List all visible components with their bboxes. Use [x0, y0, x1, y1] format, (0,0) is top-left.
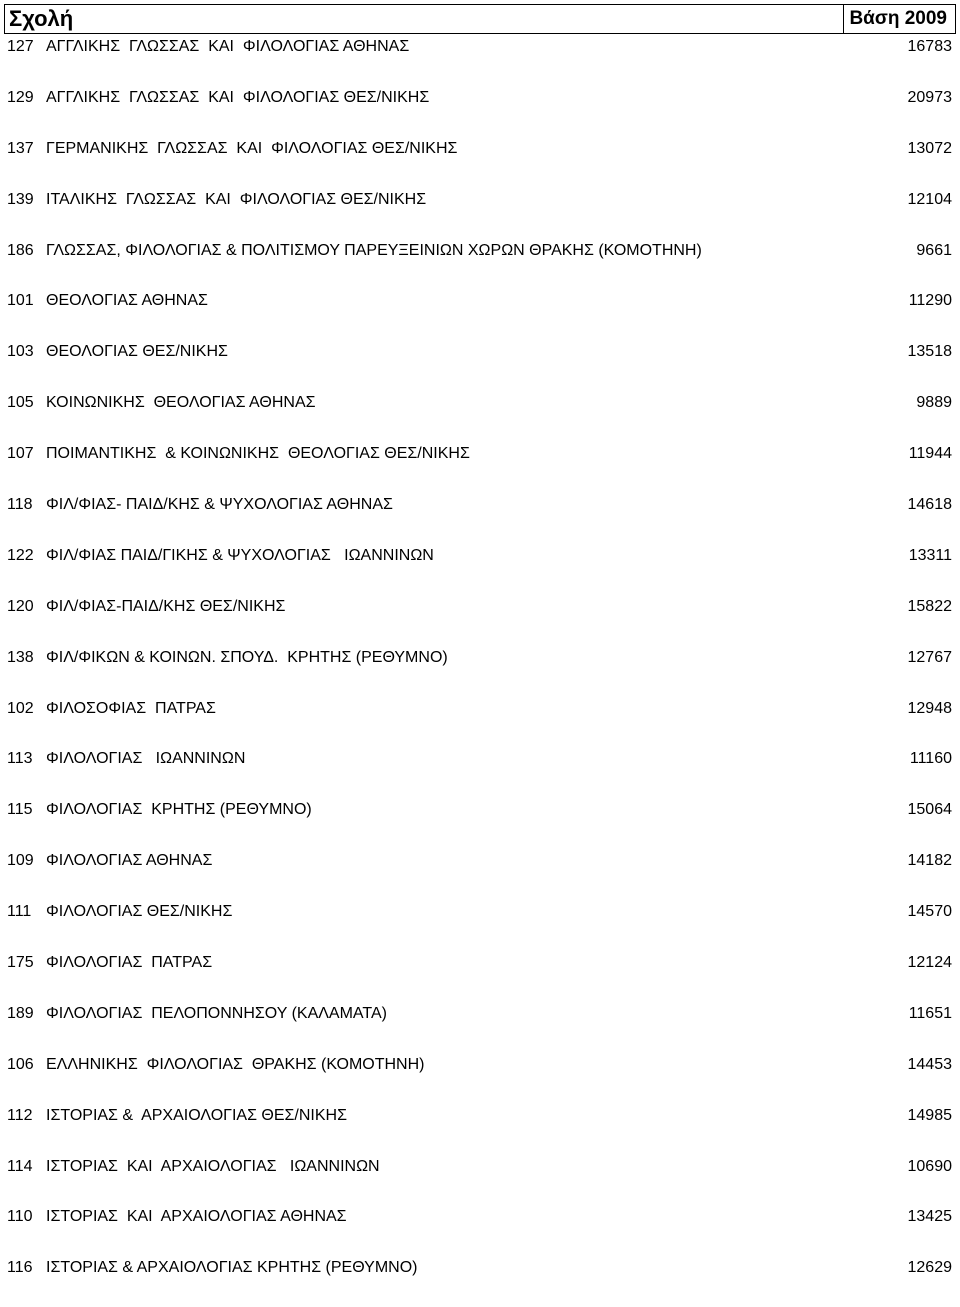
table-row — [0, 1256, 960, 1307]
school-code: 107 — [7, 445, 34, 463]
table-row — [0, 340, 960, 391]
school-code: 120 — [7, 597, 34, 615]
school-name: ΑΓΓΛΙΚΗΣ ΓΛΩΣΣΑΣ ΚΑΙ ΦΙΛΟΛΟΓΙΑΣ ΘΕΣ/ΝΙΚΗΣ — [46, 88, 430, 106]
table-row — [0, 1155, 960, 1206]
school-code: 103 — [7, 343, 34, 361]
table-row — [0, 900, 960, 951]
base-score: 15064 — [907, 801, 952, 819]
base-column-header: Βάση 2009 — [849, 8, 947, 29]
school-code: 102 — [7, 699, 34, 717]
school-code: 111 — [7, 903, 32, 921]
table-row — [0, 849, 960, 900]
school-name: ΙΣΤΟΡΙΑΣ & ΑΡΧΑΙΟΛΟΓΙΑΣ ΚΡΗΤΗΣ (ΡΕΘΥΜΝΟ) — [46, 1259, 418, 1277]
base-score: 12124 — [907, 954, 952, 972]
base-score: 13425 — [907, 1208, 952, 1226]
table-row — [0, 1104, 960, 1155]
school-code: 106 — [7, 1055, 34, 1073]
table-row — [0, 697, 960, 748]
base-score: 12629 — [907, 1259, 952, 1277]
base-score: 13072 — [907, 139, 952, 157]
school-name: ΦΙΛ/ΦΙΑΣ- ΠΑΙΔ/ΚΗΣ & ΨΥΧΟΛΟΓΙΑΣ ΑΘΗΝΑΣ — [46, 496, 393, 514]
base-score: 12104 — [907, 190, 952, 208]
school-code: 127 — [7, 38, 34, 55]
school-name: ΦΙΛΟΛΟΓΙΑΣ ΙΩΑΝΝΙΝΩΝ — [46, 750, 246, 768]
table-row — [0, 35, 960, 86]
table-row — [0, 544, 960, 595]
table-row — [0, 239, 960, 290]
school-name: ΑΓΓΛΙΚΗΣ ΓΛΩΣΣΑΣ ΚΑΙ ΦΙΛΟΛΟΓΙΑΣ ΑΘΗΝΑΣ — [46, 38, 410, 55]
school-code: 118 — [7, 496, 33, 514]
base-score: 11651 — [908, 1004, 952, 1022]
base-score: 12767 — [907, 648, 952, 666]
school-name: ΦΙΛΟΛΟΓΙΑΣ ΠΑΤΡΑΣ — [46, 954, 213, 972]
school-name: ΙΣΤΟΡΙΑΣ & ΑΡΧΑΙΟΛΟΓΙΑΣ ΘΕΣ/ΝΙΚΗΣ — [46, 1106, 347, 1124]
base-score: 9661 — [916, 241, 952, 259]
school-code: 114 — [7, 1157, 33, 1175]
base-score: 10690 — [907, 1157, 952, 1175]
base-score: 11290 — [908, 292, 952, 310]
school-name: ΙΣΤΟΡΙΑΣ ΚΑΙ ΑΡΧΑΙΟΛΟΓΙΑΣ ΙΩΑΝΝΙΝΩΝ — [46, 1157, 380, 1175]
school-name: ΦΙΛΟΛΟΓΙΑΣ ΚΡΗΤΗΣ (ΡΕΘΥΜΝΟ) — [46, 801, 312, 819]
base-score: 14570 — [907, 903, 952, 921]
table-row — [0, 595, 960, 646]
base-score: 13518 — [907, 343, 952, 361]
base-score: 15822 — [907, 597, 952, 615]
base-score: 20973 — [907, 88, 952, 106]
table-row — [0, 1002, 960, 1053]
base-score: 11944 — [908, 445, 952, 463]
school-code: 189 — [7, 1004, 34, 1022]
table-row — [0, 86, 960, 137]
school-code: 186 — [7, 241, 34, 259]
base-score: 16783 — [907, 38, 952, 55]
table-row — [0, 747, 960, 798]
school-name: ΘΕΟΛΟΓΙΑΣ ΑΘΗΝΑΣ — [46, 292, 208, 310]
base-score: 12948 — [907, 699, 952, 717]
table-row — [0, 493, 960, 544]
base-score: 11160 — [909, 750, 952, 768]
school-code: 175 — [7, 954, 34, 972]
school-name: ΦΙΛΟΛΟΓΙΑΣ ΑΘΗΝΑΣ — [46, 852, 213, 870]
base-score: 9889 — [916, 394, 952, 412]
school-name: ΦΙΛ/ΦΙΑΣ ΠΑΙΔ/ΓΙΚΗΣ & ΨΥΧΟΛΟΓΙΑΣ ΙΩΑΝΝΙΝΩΝ — [46, 546, 434, 564]
school-code: 112 — [7, 1106, 33, 1124]
table-row — [0, 137, 960, 188]
school-code: 105 — [7, 394, 34, 412]
school-code: 115 — [7, 801, 33, 819]
table-row — [0, 1205, 960, 1256]
table-row — [0, 188, 960, 239]
base-score: 14985 — [907, 1106, 952, 1124]
table-header — [4, 4, 956, 34]
school-code: 101 — [7, 292, 34, 310]
base-score: 14453 — [907, 1055, 952, 1073]
school-code: 137 — [7, 139, 34, 157]
school-code: 129 — [7, 88, 34, 106]
school-name: ΙΤΑΛΙΚΗΣ ΓΛΩΣΣΑΣ ΚΑΙ ΦΙΛΟΛΟΓΙΑΣ ΘΕΣ/ΝΙΚΗΣ — [46, 190, 427, 208]
school-column-header: Σχολή — [9, 6, 74, 31]
school-code: 116 — [7, 1259, 33, 1277]
school-name: ΙΣΤΟΡΙΑΣ ΚΑΙ ΑΡΧΑΙΟΛΟΓΙΑΣ ΑΘΗΝΑΣ — [46, 1208, 347, 1226]
school-name: ΘΕΟΛΟΓΙΑΣ ΘΕΣ/ΝΙΚΗΣ — [46, 343, 228, 361]
school-name: ΕΛΛΗΝΙΚΗΣ ΦΙΛΟΛΟΓΙΑΣ ΘΡΑΚΗΣ (ΚΟΜΟΤΗΝΗ) — [46, 1055, 425, 1073]
school-list — [0, 35, 960, 1307]
school-code: 139 — [7, 190, 34, 208]
table-row — [0, 646, 960, 697]
header-divider — [843, 5, 844, 33]
school-name: ΠΟΙΜΑΝΤΙΚΗΣ & ΚΟΙΝΩΝΙΚΗΣ ΘΕΟΛΟΓΙΑΣ ΘΕΣ/ΝΙΚΗΣ — [46, 445, 470, 463]
school-name: ΚΟΙΝΩΝΙΚΗΣ ΘΕΟΛΟΓΙΑΣ ΑΘΗΝΑΣ — [46, 394, 316, 412]
school-code: 113 — [7, 750, 33, 768]
school-name: ΦΙΛ/ΦΙΚΩΝ & ΚΟΙΝΩΝ. ΣΠΟΥΔ. ΚΡΗΤΗΣ (ΡΕΘΥΜΝΟ) — [46, 648, 448, 666]
school-code: 110 — [7, 1208, 33, 1226]
base-score: 14182 — [907, 852, 952, 870]
school-name: ΦΙΛ/ΦΙΑΣ-ΠΑΙΔ/ΚΗΣ ΘΕΣ/ΝΙΚΗΣ — [46, 597, 286, 615]
table-row — [0, 289, 960, 340]
table-row — [0, 391, 960, 442]
school-name: ΦΙΛΟΣΟΦΙΑΣ ΠΑΤΡΑΣ — [46, 699, 216, 717]
school-name: ΦΙΛΟΛΟΓΙΑΣ ΠΕΛΟΠΟΝΝΗΣΟΥ (ΚΑΛΑΜΑΤΑ) — [46, 1004, 387, 1022]
school-code: 138 — [7, 648, 34, 666]
school-name: ΓΛΩΣΣΑΣ, ΦΙΛΟΛΟΓΙΑΣ & ΠΟΛΙΤΙΣΜΟΥ ΠΑΡΕΥΞΕΙΝΙΩΝ ΧΩΡΩΝ ΘΡΑΚΗΣ (ΚΟΜΟΤΗΝΗ) — [46, 241, 702, 259]
table-row — [0, 951, 960, 1002]
school-name: ΦΙΛΟΛΟΓΙΑΣ ΘΕΣ/ΝΙΚΗΣ — [46, 903, 233, 921]
base-score: 14618 — [907, 496, 952, 514]
school-code: 122 — [7, 546, 34, 564]
table-row — [0, 1053, 960, 1104]
table-row — [0, 442, 960, 493]
table-row — [0, 798, 960, 849]
base-score: 13311 — [908, 546, 952, 564]
school-code: 109 — [7, 852, 34, 870]
school-name: ΓΕΡΜΑΝΙΚΗΣ ΓΛΩΣΣΑΣ ΚΑΙ ΦΙΛΟΛΟΓΙΑΣ ΘΕΣ/ΝΙΚΗΣ — [46, 139, 458, 157]
